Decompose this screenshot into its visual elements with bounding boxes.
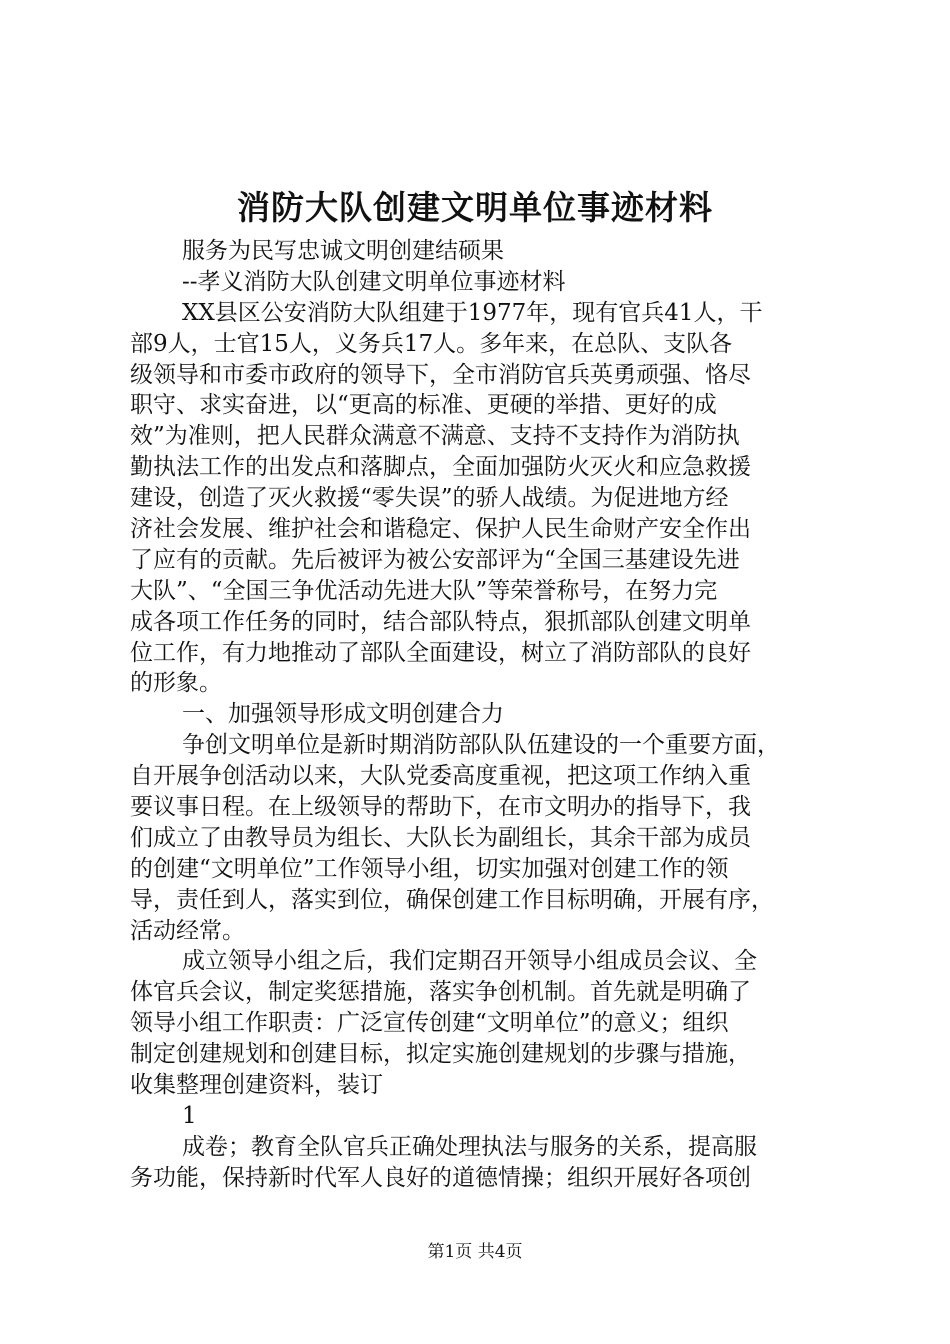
paragraph-line: 务功能，保持新时代军人良好的道德情操；组织开展好各项创: [130, 1164, 751, 1191]
paragraph-line: 争创文明单位是新时期消防部队队伍建设的一个重要方面，: [182, 732, 780, 759]
paragraph-line: 勤执法工作的出发点和落脚点，全面加强防火灭火和应急救援: [130, 454, 751, 481]
paragraph-line: 大队”、“全国三争优活动先进大队”等荣誉称号，在努力完: [130, 577, 718, 604]
paragraph-line: 位工作，有力地推动了部队全面建设，树立了消防部队的良好: [130, 639, 751, 666]
paragraph-line: 成卷；教育全队官兵正确处理执法与服务的关系，提高服: [182, 1133, 757, 1160]
paragraph-line: 活动经常。: [130, 917, 245, 944]
paragraph-line: 济社会发展、维护社会和谐稳定、保护人民生命财产安全作出: [130, 516, 751, 543]
subtitle-line: --孝义消防大队创建文明单位事迹材料: [182, 268, 566, 295]
paragraph-line: 导，责任到人，落实到位，确保创建工作目标明确，开展有序，: [130, 886, 774, 913]
paragraph-line: 建设，创造了灭火救援“零失误”的骄人战绩。为促进地方经: [130, 485, 729, 512]
paragraph-line: 了应有的贡献。先后被评为被公安部评为“全国三基建设先进: [130, 546, 740, 573]
paragraph-line: 制定创建规划和创建目标，拟定实施创建规划的步骤与措施，: [130, 1041, 751, 1068]
inline-page-number: 1: [182, 1102, 197, 1129]
document-body: [130, 236, 830, 1194]
paragraph-line: 领导小组工作职责：广泛宣传创建“文明单位”的意义；组织: [130, 1010, 729, 1037]
document-title: 消防大队创建文明单位事迹材料: [237, 188, 713, 227]
paragraph-line: 职守、求实奋进，以“更高的标准、更硬的举措、更好的成: [130, 392, 717, 419]
paragraph-line: 体官兵会议，制定奖惩措施，落实争创机制。首先就是明确了: [130, 979, 751, 1006]
paragraph-line: 们成立了由教导员为组长、大队长为副组长，其余干部为成员: [130, 824, 751, 851]
paragraph-line: 成各项工作任务的同时，结合部队特点，狠抓部队创建文明单: [130, 608, 751, 635]
paragraph-line: 收集整理创建资料，装订: [130, 1072, 383, 1099]
paragraph-line: 成立领导小组之后，我们定期召开领导小组成员会议、全: [182, 948, 757, 975]
paragraph-line: XX县区公安消防大队组建于1977年，现有官兵41人，干: [182, 299, 763, 326]
paragraph-line: 自开展争创活动以来，大队党委高度重视，把这项工作纳入重: [130, 763, 751, 790]
paragraph-line: 部9人，士官15人，义务兵17人。多年来，在总队、支队各: [130, 330, 733, 357]
paragraph-line: 级领导和市委市政府的领导下，全市消防官兵英勇顽强、恪尽: [130, 361, 751, 388]
paragraph-line: 的形象。: [130, 670, 222, 697]
section-heading: 一、加强领导形成文明创建合力: [182, 701, 504, 728]
page-footer: 第1页 共4页: [427, 1242, 523, 1262]
paragraph-line: 要议事日程。在上级领导的帮助下，在市文明办的指导下，我: [130, 794, 751, 821]
paragraph-line: 的创建“文明单位”工作领导小组，切实加强对创建工作的领: [130, 855, 729, 882]
subtitle-line: 服务为民写忠诚文明创建结硕果: [182, 238, 504, 264]
paragraph-line: 效”为准则，把人民群众满意不满意、支持不支持作为消防执: [130, 423, 740, 450]
